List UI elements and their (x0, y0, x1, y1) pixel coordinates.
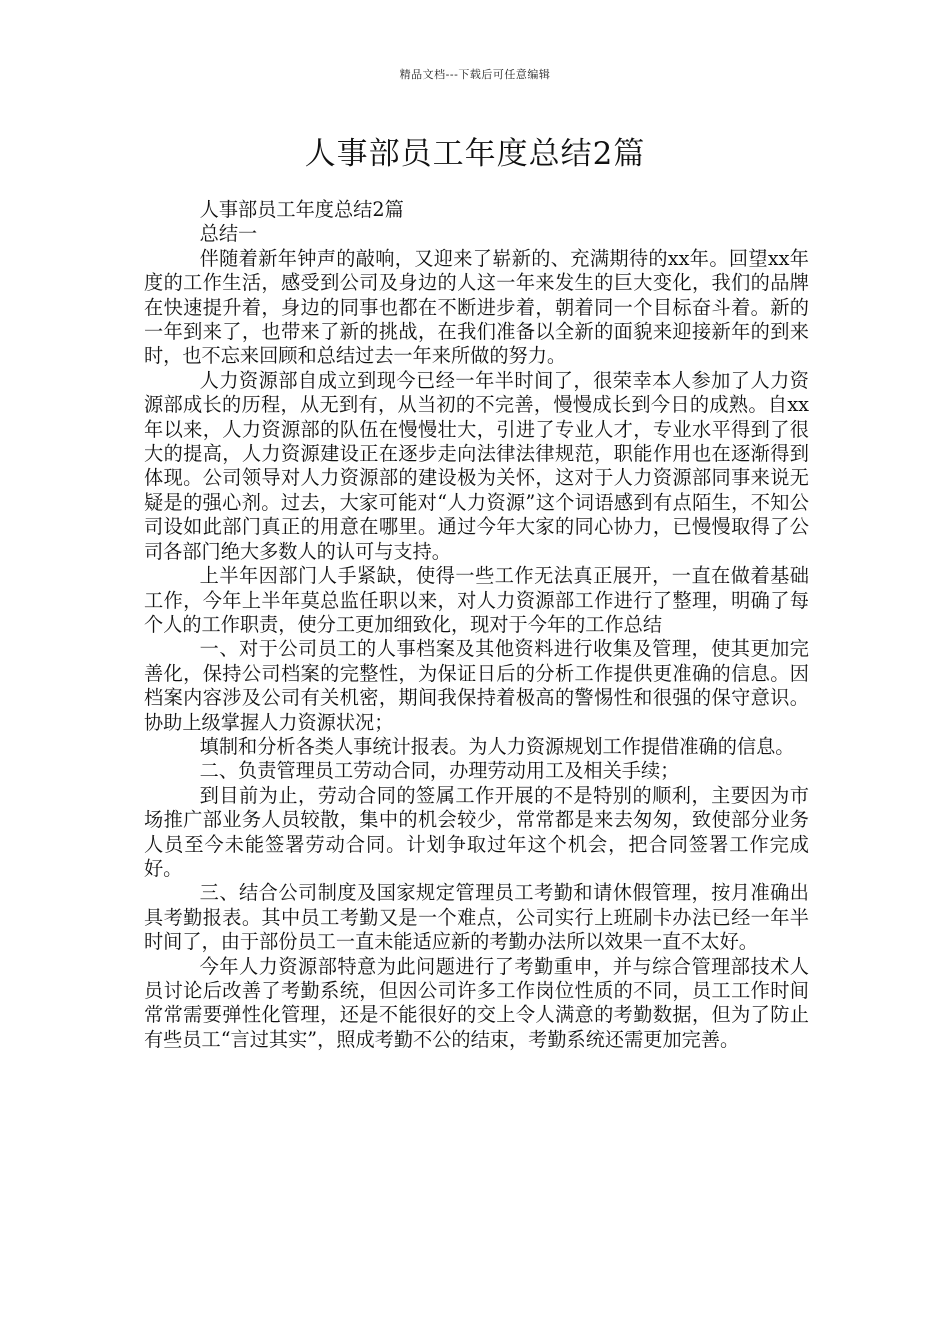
paragraph: 上半年因部门人手紧缺，使得一些工作无法真正展开，一直在做着基础工作，今年上半年莫总监任职以来，对人力资源部工作进行了整理，明确了每个人的工作职责，使分工更加细致化，现对于今年的工作总结 (144, 564, 809, 636)
document-title: 人事部员工年度总结2篇 (304, 136, 646, 172)
paragraph: 填制和分析各类人事统计报表。为人力资源规划工作提借准确的信息。 (199, 734, 795, 758)
paragraph: 一、对于公司员工的人事档案及其他资料进行收集及管理，使其更加完善化，保持公司档案的完整性，为保证日后的分析工作提供更准确的信息。因档案内容涉及公司有关机密，期间我保持着极高的警惕性和很强的保守意识。协助上级掌握人力资源状况； (144, 637, 809, 734)
paragraph: 三、结合公司制度及国家规定管理员工考勤和请休假管理，按月准确出具考勤报表。其中员工考勤又是一个难点，公司实行上班刷卡办法已经一年半时间了，由于部份员工一直未能适应新的考勤办法所以效果一直不太好。 (144, 881, 809, 954)
header-note: 精品文档---下载后可任意编辑 (399, 68, 551, 81)
paragraph: 到目前为止，劳动合同的签属工作开展的不是特别的顺利，主要因为市场推广部业务人员较散，集中的机会较少，常常都是来去匆匆，致使部分业务人员至今未能签署劳动合同。计划争取过年这个机会，把合同签署工作完成好。 (144, 783, 809, 880)
section-heading: 总结一 (199, 222, 258, 246)
paragraph: 今年人力资源部特意为此问题进行了考勤重申，并与综合管理部技术人员讨论后改善了考勤系统，但因公司许多工作岗位性质的不同，员工工作时间常常需要弹性化管理，还是不能很好的交上令人满意的考勤数据，但为了防止有些员工“言过其实”，照成考勤不公的结束，考勤系统还需更加完善。 (144, 954, 809, 1051)
paragraph: 二、负责管理员工劳动合同，办理劳动用工及相关手续； (199, 759, 680, 783)
document-body (144, 198, 809, 1052)
subtitle-line: 人事部员工年度总结2篇 (199, 198, 404, 221)
paragraph: 人力资源部自成立到现今已经一年半时间了，很荣幸本人参加了人力资源部成长的历程，从无到有，从当初的不完善，慢慢成长到今日的成熟。自xx年以来，人力资源部的队伍在慢慢壮大，引进了专业人才，专业水平得到了很大的提高，人力资源建设正在逐步走向法律法律规范，职能作用也在逐渐得到体现。公司领导对人力资源部的建设极为关怀，这对于人力资源部同事来说无疑是的强心剂。过去，大家可能对“人力资源”这个词语感到有点陌生，不知公司设如此部门真正的用意在哪里。通过今年大家的同心协力，已慢慢取得了公司各部门绝大多数人的认可与支持。 (144, 368, 809, 563)
paragraph: 伴随着新年钟声的敲响，又迎来了崭新的、充满期待的xx年。回望xx年度的工作生活，感受到公司及身边的人这一年来发生的巨大变化，我们的品牌在快速提升着，身边的同事也都在不断进步着，朝着同一个目标奋斗着。新的一年到来了，也带来了新的挑战，在我们准备以全新的面貌来迎接新年的到来时，也不忘来回顾和总结过去一年来所做的努力。 (144, 246, 809, 368)
